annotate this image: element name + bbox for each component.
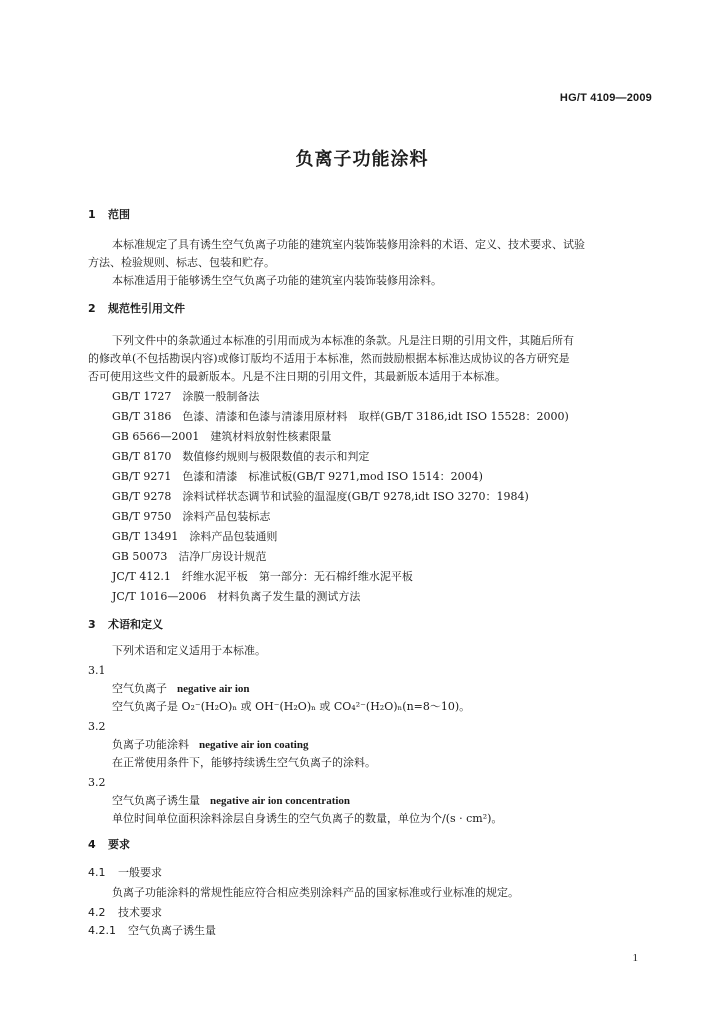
standard-code: HG/T 4109—2009 bbox=[559, 92, 652, 104]
section-2-paragraph-line: 下列文件中的条款通过本标准的引用而成为本标准的条款。凡是注日期的引用文件，其随后所有 bbox=[112, 334, 574, 347]
term-number: 3.1 bbox=[88, 664, 106, 677]
subsection-heading: 4.2 技术要求 bbox=[88, 906, 162, 919]
reference-item: GB/T 9271 色漆和清漆 标准试板(GB/T 9271,mod ISO 1514：2004) bbox=[112, 470, 483, 483]
reference-item: GB/T 3186 色漆、清漆和色漆与清漆用原材料 取样(GB/T 3186,idt ISO 15528：2000) bbox=[112, 410, 569, 423]
reference-item: GB/T 1727 涂膜一般制备法 bbox=[112, 390, 260, 403]
section-1-paragraph: 本标准适用于能够诱生空气负离子功能的建筑室内装饰装修用涂料。 bbox=[112, 274, 442, 287]
term-number: 3.2 bbox=[88, 720, 106, 733]
subsection-text: 负离子功能涂料的常规性能应符合相应类别涂料产品的国家标准或行业标准的规定。 bbox=[112, 886, 519, 899]
section-1-heading: 1 范围 bbox=[88, 208, 130, 221]
section-2-paragraph-line: 否可使用这些文件的最新版本。凡是不注日期的引用文件，其最新版本适用于本标准。 bbox=[88, 370, 506, 383]
section-3-intro: 下列术语和定义适用于本标准。 bbox=[112, 644, 266, 657]
subsection-heading: 4.1 一般要求 bbox=[88, 866, 162, 879]
reference-item: GB 50073 洁净厂房设计规范 bbox=[112, 550, 267, 563]
term-definition: 单位时间单位面积涂料涂层自身诱生的空气负离子的数量，单位为个/(s · cm²)。 bbox=[112, 812, 503, 825]
reference-item: JC/T 412.1 纤维水泥平板 第一部分：无石棉纤维水泥平板 bbox=[112, 570, 413, 583]
term-definition: 空气负离子是 O₂⁻(H₂O)ₙ 或 OH⁻(H₂O)ₙ 或 CO₄²⁻(H₂O)ₙ(n=8～10)。 bbox=[112, 700, 471, 713]
term-number: 3.2 bbox=[88, 776, 106, 789]
term-heading: 空气负离子 negative air ion bbox=[112, 682, 250, 695]
section-2-heading: 2 规范性引用文件 bbox=[88, 302, 185, 315]
section-3-heading: 3 术语和定义 bbox=[88, 618, 163, 631]
reference-item: GB/T 8170 数值修约规则与极限数值的表示和判定 bbox=[112, 450, 370, 463]
reference-item: GB/T 9750 涂料产品包装标志 bbox=[112, 510, 271, 523]
reference-item: GB 6566—2001 建筑材料放射性核素限量 bbox=[112, 430, 332, 443]
reference-item: GB/T 13491 涂料产品包装通则 bbox=[112, 530, 278, 543]
section-1-paragraph-line: 本标准规定了具有诱生空气负离子功能的建筑室内装饰装修用涂料的术语、定义、技术要求、试验 bbox=[112, 238, 585, 251]
term-heading: 负离子功能涂料 negative air ion coating bbox=[112, 738, 309, 751]
section-4-heading: 4 要求 bbox=[88, 838, 130, 851]
subsection-heading: 4.2.1 空气负离子诱生量 bbox=[88, 924, 216, 937]
section-1-paragraph-line: 方法、检验规则、标志、包装和贮存。 bbox=[88, 256, 275, 269]
reference-item: GB/T 9278 涂料试样状态调节和试验的温湿度(GB/T 9278,idt ISO 3270：1984) bbox=[112, 490, 529, 503]
term-definition: 在正常使用条件下，能够持续诱生空气负离子的涂料。 bbox=[112, 756, 376, 769]
section-2-paragraph-line: 的修改单(不包括勘误内容)或修订版均不适用于本标准，然而鼓励根据本标准达成协议的各方研究是 bbox=[88, 352, 570, 365]
document-title: 负离子功能涂料 bbox=[295, 149, 429, 170]
page-number: 1 bbox=[632, 952, 638, 964]
reference-item: JC/T 1016—2006 材料负离子发生量的测试方法 bbox=[112, 590, 361, 603]
term-heading: 空气负离子诱生量 negative air ion concentration bbox=[112, 794, 351, 807]
